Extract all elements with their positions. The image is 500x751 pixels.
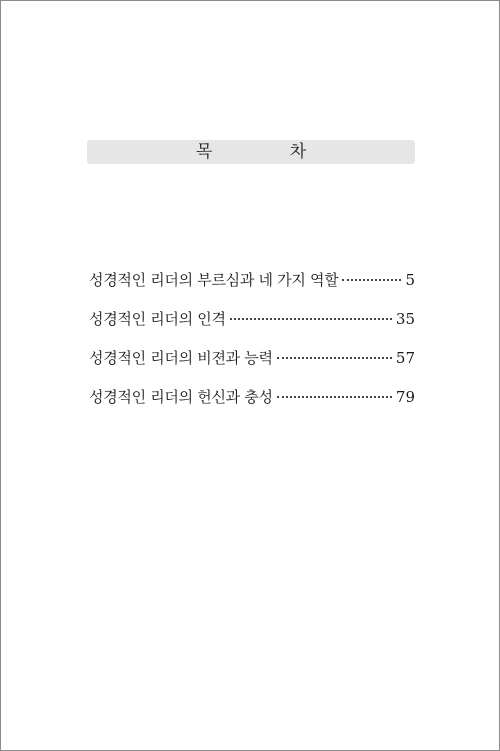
toc-entry-label: 성경적인 리더의 비젼과 능력 <box>89 349 273 367</box>
toc-entry-page-number: 79 <box>395 388 415 406</box>
toc-title: 목 차 <box>195 142 343 162</box>
toc-title-bar <box>87 140 415 164</box>
toc-entry-label: 성경적인 리더의 인격 <box>89 310 226 328</box>
toc-entry-page-number: 5 <box>405 271 415 289</box>
toc-entry[interactable] <box>89 386 415 411</box>
toc-entry-page-number: 35 <box>395 310 415 328</box>
toc-entry[interactable] <box>89 308 415 333</box>
toc-list <box>89 269 415 425</box>
dot-leader <box>277 396 392 398</box>
dot-leader <box>342 279 401 281</box>
dot-leader <box>277 357 392 359</box>
toc-entry-label: 성경적인 리더의 헌신과 충성 <box>89 388 273 406</box>
toc-entry[interactable] <box>89 269 415 294</box>
dot-leader <box>230 318 392 320</box>
toc-entry-page-number: 57 <box>395 349 415 367</box>
toc-entry[interactable] <box>89 347 415 372</box>
toc-entry-label: 성경적인 리더의 부르심과 네 가지 역할 <box>89 271 339 289</box>
